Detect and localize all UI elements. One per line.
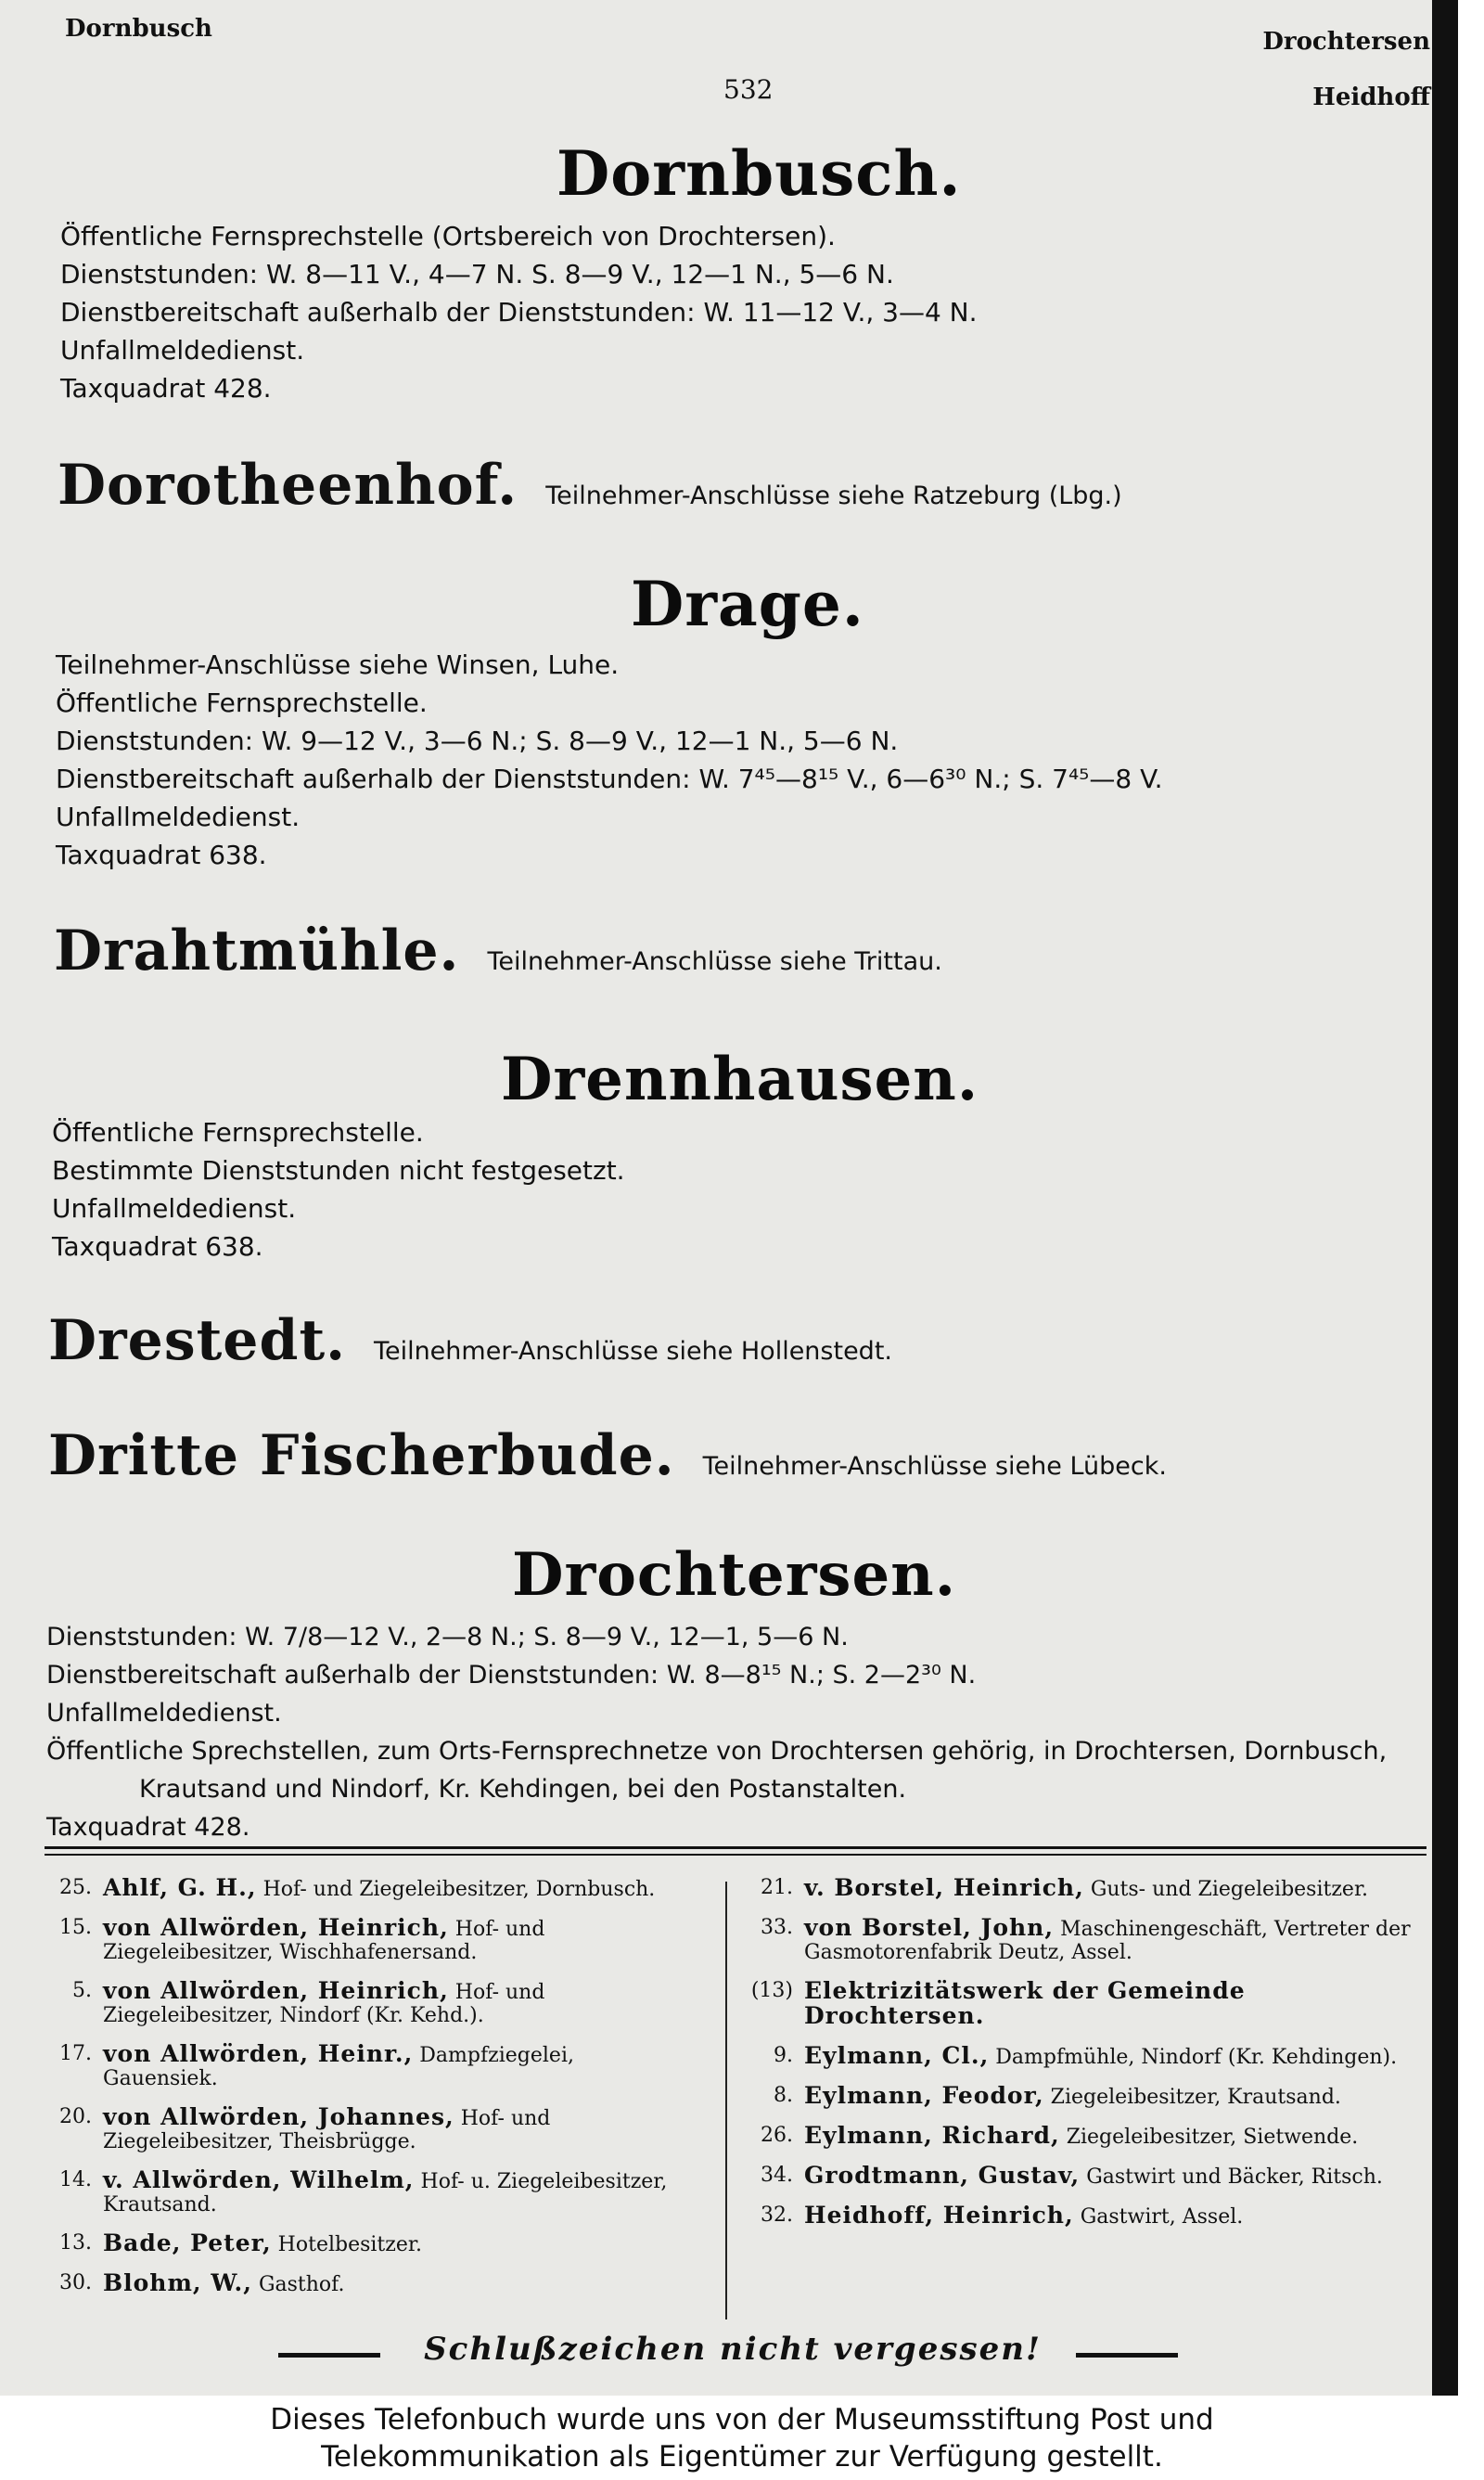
- section-body-dornbusch: [60, 217, 978, 407]
- entry-name: Eylmann, Feodor,: [804, 2082, 1044, 2109]
- list-item: [41, 1979, 690, 2027]
- text-line: Dienstbereitschaft außerhalb der Dienststunden: W. 11—12 V., 3—4 N.: [60, 297, 978, 328]
- list-item: [41, 2231, 690, 2256]
- text-line: Unfallmeldedienst.: [46, 1699, 282, 1728]
- entry-number: 15.: [59, 1916, 92, 1939]
- text-line: Öffentliche Fernsprechstelle.: [56, 687, 428, 718]
- entry-name: von Allwörden, Heinrich,: [103, 1977, 449, 2004]
- header-right-top: Drochtersen: [1262, 28, 1430, 56]
- reminder-rule-right: [1076, 2353, 1178, 2358]
- header-left: Dornbusch: [65, 15, 212, 43]
- text-line: Teilnehmer-Anschlüsse siehe Winsen, Luhe.: [56, 649, 620, 680]
- entry-number: 17.: [59, 2042, 92, 2065]
- entry-description: Ziegeleibesitzer, Sietwende.: [1066, 2126, 1359, 2149]
- page-number: 532: [723, 74, 774, 105]
- list-item: [742, 2044, 1424, 2069]
- text-line: Unfallmeldedienst.: [52, 1193, 297, 1224]
- list-item: [41, 2042, 690, 2090]
- list-item: [742, 2164, 1424, 2189]
- text-line: Unfallmeldedienst.: [56, 802, 301, 832]
- section-ref-dritte-fischerbude: Teilnehmer-Anschlüsse siehe Lübeck.: [702, 1452, 1167, 1481]
- text-line: Krautsand und Nindorf, Kr. Kehdingen, bei den Postanstalten.: [139, 1775, 907, 1804]
- section-title-drennhausen: Drennhausen.: [501, 1045, 979, 1114]
- list-item: [742, 2124, 1424, 2149]
- entry-description: Ziegeleibesitzer, Krautsand.: [1050, 2086, 1341, 2109]
- text-line: Taxquadrat 428.: [60, 373, 272, 404]
- section-body-drage: [56, 646, 1163, 874]
- section-ref-drestedt: Teilnehmer-Anschlüsse siehe Hollenstedt.: [374, 1337, 892, 1366]
- section-drestedt: [48, 1308, 892, 1373]
- entry-description: Hof- und Ziegeleibesitzer, Nindorf (Kr. Kehd.).: [103, 1981, 545, 2027]
- entry-number: 33.: [761, 1916, 793, 1939]
- entry-number: 9.: [774, 2044, 793, 2067]
- entry-name: von Allwörden, Heinr.,: [103, 2040, 414, 2067]
- entry-description: Hof- u. Ziegeleibesitzer, Krautsand.: [103, 2170, 668, 2217]
- entry-name: Elektrizitätswerk der Gemeinde Drochtersen.: [804, 1977, 1246, 2029]
- list-item: [742, 1876, 1424, 1901]
- divider-rule: [45, 1846, 1426, 1849]
- entry-number: 5.: [72, 1979, 92, 2002]
- section-title-drestedt: Drestedt.: [48, 1308, 347, 1373]
- entry-number: 32.: [761, 2204, 793, 2227]
- list-item: [41, 2168, 690, 2217]
- section-title-drochtersen: Drochtersen.: [512, 1540, 956, 1610]
- section-body-drennhausen: [52, 1113, 625, 1266]
- entry-name: Bade, Peter,: [103, 2229, 272, 2256]
- entry-number: 26.: [761, 2124, 793, 2147]
- entry-number: (13): [750, 1979, 793, 2002]
- entry-description: Guts- und Ziegeleibesitzer.: [1090, 1878, 1369, 1901]
- list-item: [742, 1979, 1424, 2029]
- header-right-bottom: Heidhoff: [1312, 84, 1430, 111]
- text-line: Taxquadrat 638.: [56, 840, 267, 870]
- entry-number: 34.: [761, 2164, 793, 2187]
- section-body-drochtersen: [46, 1618, 1387, 1846]
- entry-name: von Allwörden, Johannes,: [103, 2103, 454, 2130]
- text-line: Dienstbereitschaft außerhalb der Dienststunden: W. 8—8¹⁵ N.; S. 2—2³⁰ N.: [46, 1661, 977, 1690]
- section-title-drahtmuehle: Drahtmühle.: [54, 919, 460, 983]
- list-item: [742, 2084, 1424, 2109]
- entry-description: Hotelbesitzer.: [277, 2233, 422, 2256]
- section-title-dornbusch: Dornbusch.: [556, 137, 962, 210]
- section-title-dritte-fischerbude: Dritte Fischerbude.: [48, 1423, 675, 1488]
- divider-rule: [45, 1854, 1426, 1856]
- list-item: [41, 1916, 690, 1964]
- scan-edge: [1432, 0, 1458, 2396]
- entry-name: von Borstel, John,: [804, 1914, 1055, 1941]
- caption-line: Dieses Telefonbuch wurde uns von der Museumsstiftung Post und: [270, 2402, 1214, 2436]
- entry-number: 13.: [59, 2231, 92, 2255]
- list-item: [742, 2204, 1424, 2229]
- entry-name: Eylmann, Cl.,: [804, 2042, 990, 2069]
- source-caption: [0, 2396, 1484, 2480]
- text-line: Öffentliche Fernsprechstelle.: [52, 1117, 424, 1148]
- section-title-drage: Drage.: [631, 568, 864, 640]
- text-line: Dienstbereitschaft außerhalb der Dienststunden: W. 7⁴⁵—8¹⁵ V., 6—6³⁰ N.; S. 7⁴⁵—8 V.: [56, 764, 1163, 794]
- entry-name: Heidhoff, Heinrich,: [804, 2202, 1074, 2229]
- entry-number: 30.: [59, 2271, 92, 2294]
- section-drahtmuehle: [54, 919, 942, 983]
- section-title-dorotheenhof: Dorotheenhof.: [58, 453, 518, 518]
- entry-name: Eylmann, Richard,: [804, 2122, 1060, 2149]
- text-line: Öffentliche Fernsprechstelle (Ortsbereich von Drochtersen).: [60, 221, 836, 251]
- subscriber-list-left: [41, 1876, 690, 2311]
- entry-number: 8.: [774, 2084, 793, 2107]
- entry-name: Blohm, W.,: [103, 2269, 252, 2296]
- entry-description: Hof- und Ziegeleibesitzer, Dornbusch.: [262, 1878, 656, 1901]
- column-divider: [725, 1882, 727, 2319]
- list-item: [41, 1876, 690, 1901]
- entry-number: 20.: [59, 2105, 92, 2128]
- entry-number: 25.: [59, 1876, 92, 1899]
- list-item: [41, 2105, 690, 2153]
- entry-description: Gastwirt, Assel.: [1080, 2205, 1244, 2229]
- entry-description: Maschinengeschäft, Vertreter der Gasmotorenfabrik Deutz, Assel.: [804, 1918, 1411, 1964]
- text-line: Dienststunden: W. 9—12 V., 3—6 N.; S. 8—9 V., 12—1 N., 5—6 N.: [56, 726, 899, 756]
- entry-description: Hof- und Ziegeleibesitzer, Theisbrügge.: [103, 2107, 551, 2153]
- section-dorotheenhof: [58, 453, 1122, 518]
- entry-description: Gasthof.: [258, 2273, 345, 2296]
- entry-description: Gastwirt und Bäcker, Ritsch.: [1086, 2165, 1383, 2189]
- entry-name: Grodtmann, Gustav,: [804, 2162, 1081, 2189]
- section-ref-dorotheenhof: Teilnehmer-Anschlüsse siehe Ratzeburg (Lbg.): [545, 482, 1122, 510]
- entry-name: v. Allwörden, Wilhelm,: [103, 2166, 415, 2193]
- entry-description: Hof- und Ziegeleibesitzer, Wischhafenersand.: [103, 1918, 545, 1964]
- text-line: Unfallmeldedienst.: [60, 335, 305, 366]
- entry-number: 14.: [59, 2168, 92, 2191]
- list-item: [742, 1916, 1424, 1964]
- text-line: Taxquadrat 428.: [46, 1813, 250, 1842]
- entry-description: Dampfmühle, Nindorf (Kr. Kehdingen).: [995, 2046, 1398, 2069]
- entry-description: Dampfziegelei, Gauensiek.: [103, 2044, 574, 2090]
- caption-line: Telekommunikation als Eigentümer zur Verfügung gestellt.: [321, 2439, 1163, 2474]
- entry-name: von Allwörden, Heinrich,: [103, 1914, 449, 1941]
- text-line: Dienststunden: W. 7/8—12 V., 2—8 N.; S. 8—9 V., 12—1, 5—6 N.: [46, 1623, 849, 1651]
- list-item: [41, 2271, 690, 2296]
- text-line: Taxquadrat 638.: [52, 1231, 263, 1262]
- closing-reminder: Schlußzeichen nicht vergessen!: [424, 2331, 1042, 2368]
- section-ref-drahtmuehle: Teilnehmer-Anschlüsse siehe Trittau.: [487, 947, 942, 976]
- subscriber-list-right: [742, 1876, 1424, 2243]
- entry-name: Ahlf, G. H.,: [103, 1874, 257, 1901]
- text-line: Öffentliche Sprechstellen, zum Orts-Fernsprechnetze von Drochtersen gehörig, in Drochtersen, Dornbusch,: [46, 1737, 1388, 1766]
- text-line: Dienststunden: W. 8—11 V., 4—7 N. S. 8—9 V., 12—1 N., 5—6 N.: [60, 259, 894, 289]
- section-dritte-fischerbude: [48, 1423, 1167, 1488]
- text-line: Bestimmte Dienststunden nicht festgesetzt.: [52, 1155, 625, 1186]
- entry-number: 21.: [761, 1876, 793, 1899]
- entry-name: v. Borstel, Heinrich,: [804, 1874, 1084, 1901]
